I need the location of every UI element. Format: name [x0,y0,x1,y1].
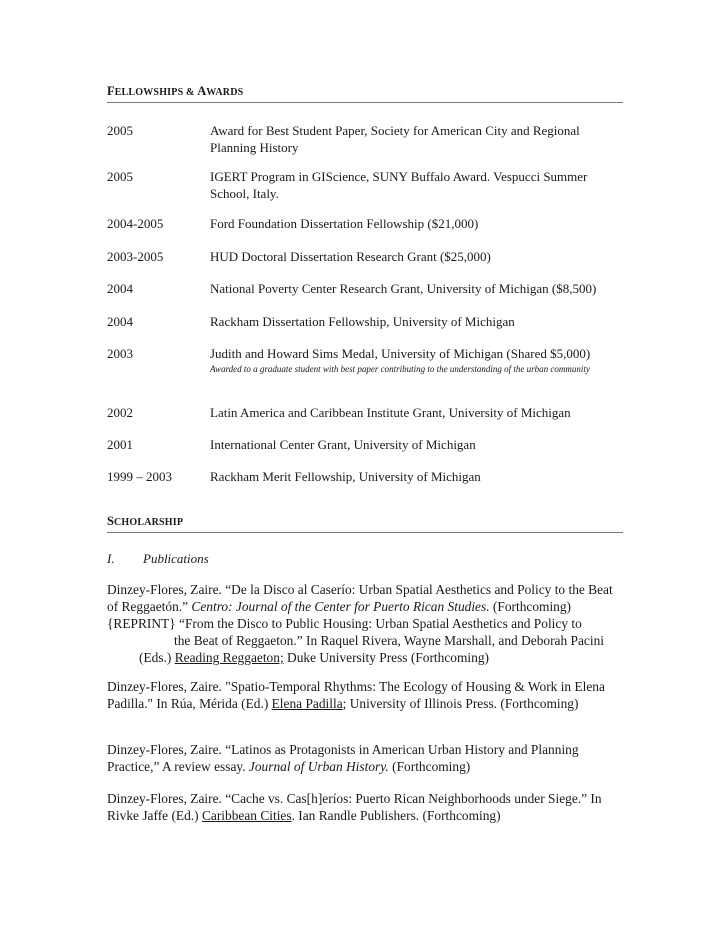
award-text: National Poverty Center Research Grant, University of Michigan ($8,500) [210,281,597,296]
award-year: 2005 [107,169,133,184]
publication-entry: Dinzey-Flores, Zaire. “Latinos as Protagonists in American Urban History and Planning Practice,” A review essay. Journal of Urban History. (Forthcoming) [107,742,579,774]
publication-entry: Dinzey-Flores, Zaire. “De la Disco al Caserío: Urban Spatial Aesthetics and Policy to the Beat of Reggaetón.” Centro: Journal of the Center for Puerto Rican Studies. (Forthcoming) {REPRINT} “From the Disco to Public Housing: Urban Spatial Aesthetics and Policy to the Beat of Reggaeton.” In Raquel Rivera, Wayne Marshall, and Deborah Pacini (Eds.) Reading Reggaeton; Duke University Press (Forthcoming) [107,582,613,665]
award-year: 2005 [107,123,133,138]
award-year: 2004 [107,314,133,329]
award-text: Rackham Dissertation Fellowship, University of Michigan [210,314,515,329]
scholarship-heading: SCHOLARSHIP [107,514,623,533]
award-year: 2001 [107,437,133,452]
award-text: Latin America and Caribbean Institute Grant, University of Michigan [210,405,571,420]
publications-subheading: I. Publications [107,551,209,566]
publication-entry: Dinzey-Flores, Zaire. “Cache vs. Cas[h]eríos: Puerto Rican Neighborhoods under Siege.” In Rivke Jaffe (Ed.) Caribbean Cities. Ian Randle Publishers. (Forthcoming) [107,791,602,823]
award-year: 2004 [107,281,133,296]
award-text: Ford Foundation Dissertation Fellowship ($21,000) [210,216,479,231]
award-text: International Center Grant, University of Michigan [210,437,476,452]
award-year: 2003-2005 [107,249,164,264]
award-text: HUD Doctoral Dissertation Research Grant ($25,000) [210,249,491,264]
award-text: Rackham Merit Fellowship, University of Michigan [210,469,481,484]
fellowships-heading: FELLOWSHIPS & AWARDS [107,84,623,103]
award-year: 2004-2005 [107,216,164,231]
publication-entry: Dinzey-Flores, Zaire. "Spatio-Temporal Rhythms: The Ecology of Housing & Work in Elena Padilla." In Rúa, Mérida (Ed.) Elena Padilla; University of Illinois Press. (Forthcoming) [107,679,605,711]
award-text: Award for Best Student Paper, Society for American City and Regional Planning History [210,123,580,155]
award-year: 2003 [107,346,133,361]
award-note: Awarded to a graduate student with best paper contributing to the understanding of the urban community [210,364,590,374]
award-text: IGERT Program in GIScience, SUNY Buffalo Award. Vespucci Summer School, Italy. [210,169,588,201]
award-text: Judith and Howard Sims Medal, University of Michigan (Shared $5,000) Awarded to a graduate student with best paper contributing to the understanding of the urban community [210,345,623,375]
award-year: 1999 – 2003 [107,469,172,484]
award-year: 2002 [107,405,133,420]
